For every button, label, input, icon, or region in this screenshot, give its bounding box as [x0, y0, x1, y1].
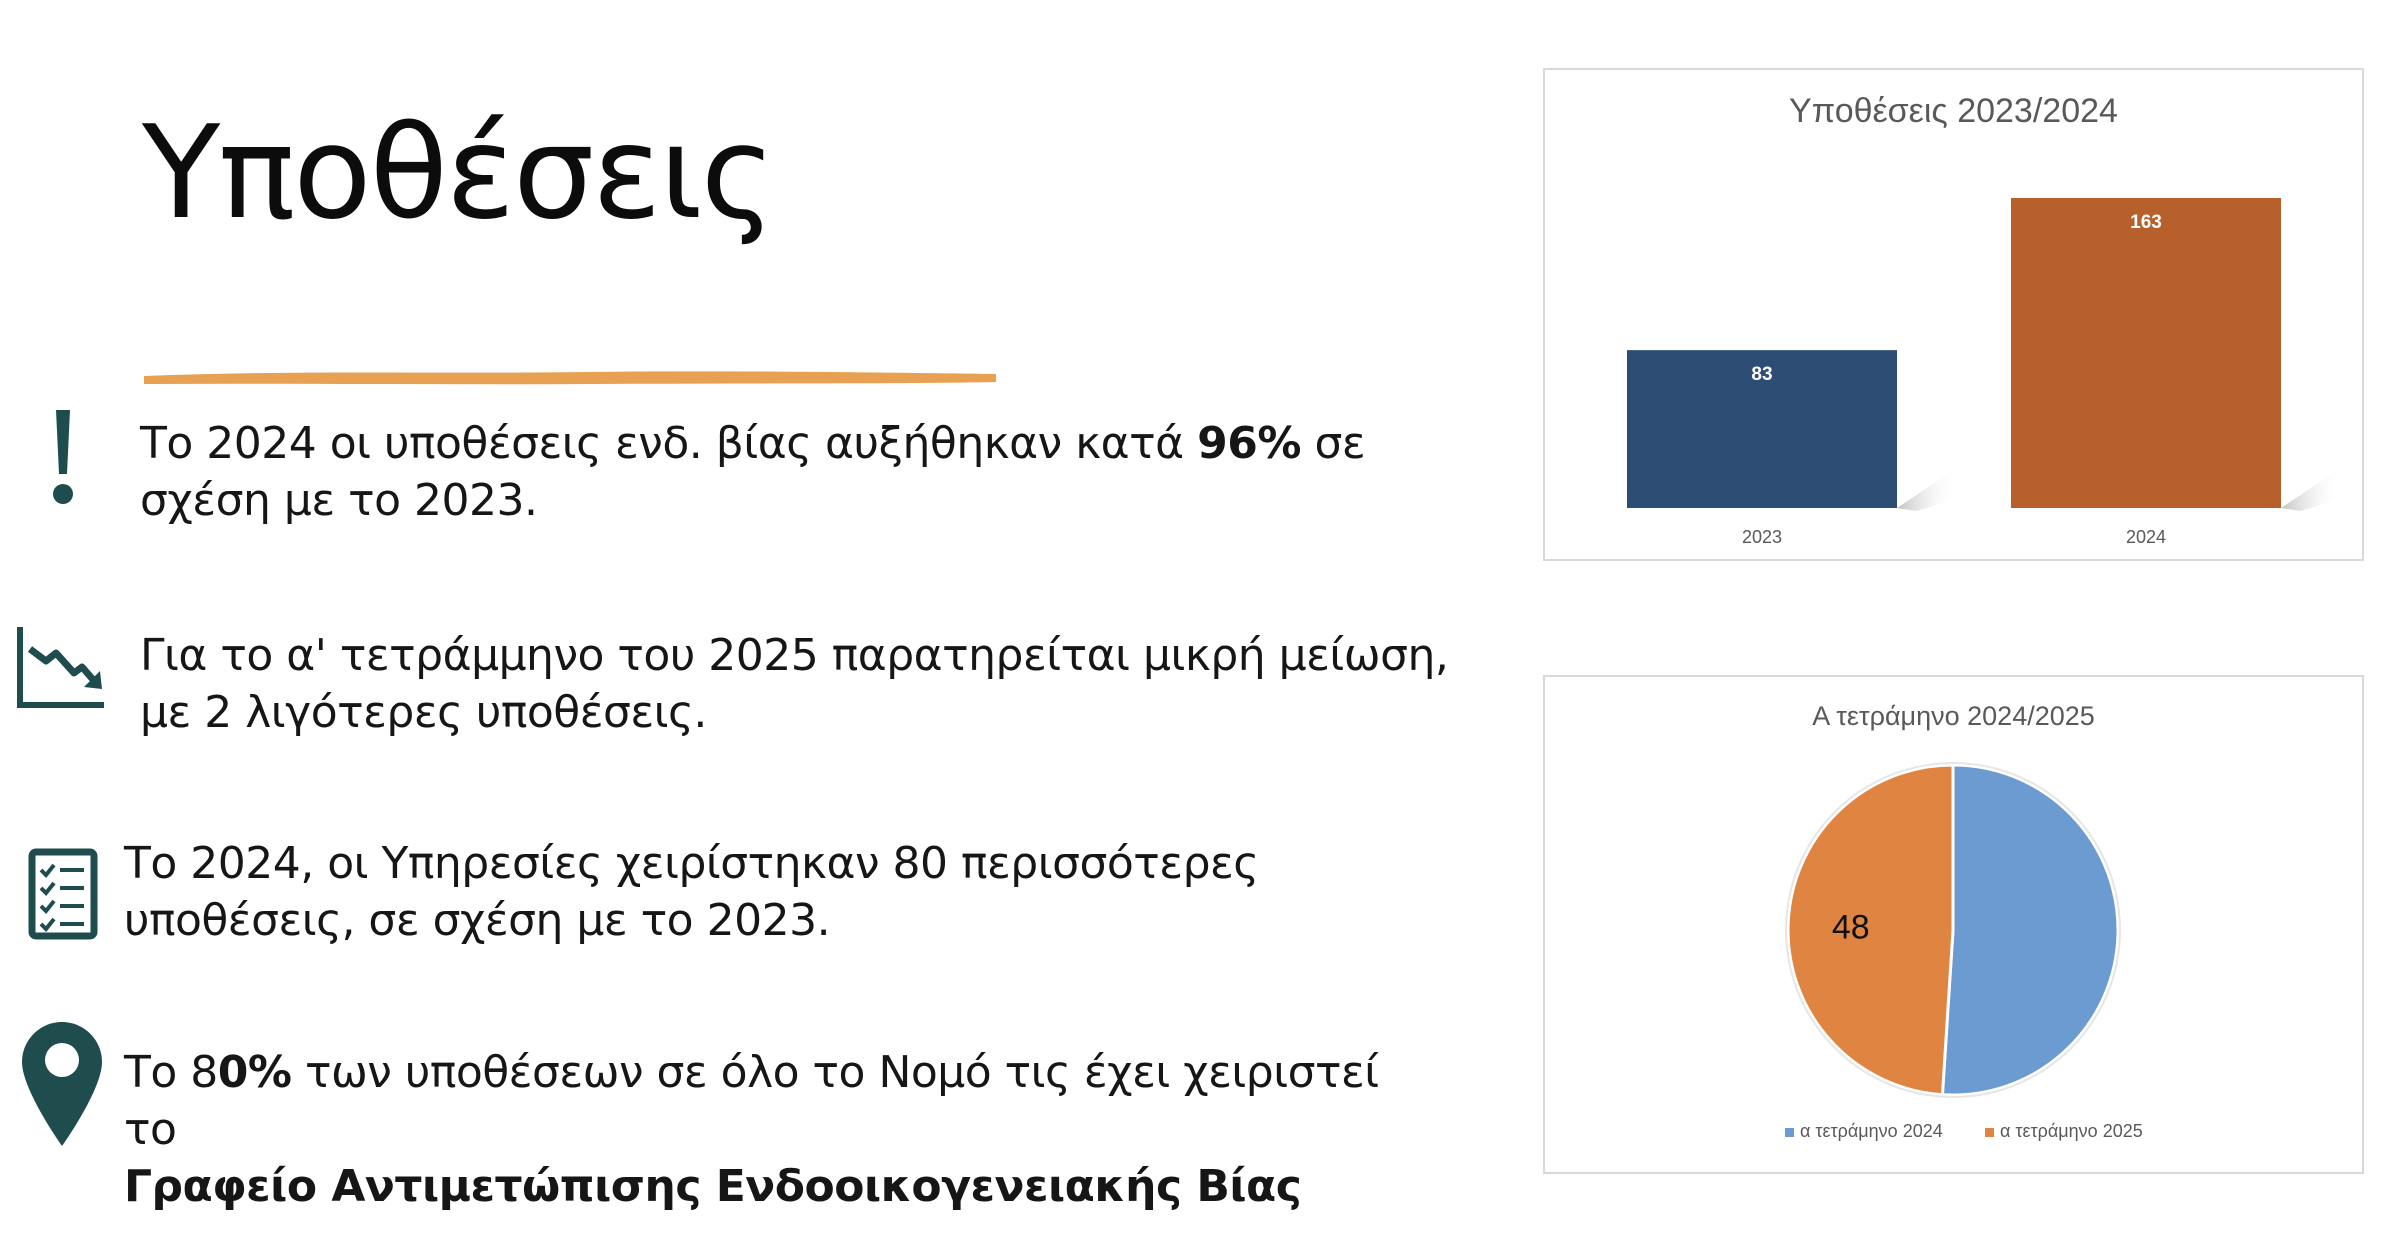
legend-entry: α τετράμηνο 2024	[1800, 1121, 1943, 1141]
bar-shadow	[2281, 468, 2341, 511]
pie-chart-panel	[1543, 675, 2364, 1174]
legend-swatch	[1785, 1128, 1794, 1137]
declining-chart-icon	[16, 625, 106, 709]
location-pin-icon	[20, 1020, 104, 1148]
bar-2024	[2011, 198, 2281, 508]
exclamation-icon	[48, 408, 78, 508]
x-tick-label: 2024	[2125, 527, 2167, 547]
bar-data-label: 163	[2130, 212, 2162, 233]
x-tick-label: 2023	[1741, 527, 1783, 547]
bullet-quarter-decrease: Για το α' τετράμμηνο του 2025 παρατηρείται μικρή μείωση, με 2 λιγότερες υποθέσεις.	[140, 630, 1449, 738]
legend-swatch	[1985, 1128, 1994, 1137]
bar-data-label: 83	[1751, 364, 1773, 386]
legend-entry: α τετράμηνο 2025	[2000, 1121, 2143, 1141]
bar-chart-panel	[1543, 68, 2364, 561]
title-underline	[140, 362, 1000, 392]
pie-chart-title: Α τετράμηνο 2024/2025	[1812, 701, 2095, 731]
pie-chart	[1545, 677, 2362, 1172]
bullet-office-share: Το 80% των υποθέσεων σε όλο το Νομό τις έχει χειριστεί το Γραφείο Αντιμετώπισης Ενδοοικογενειακής Βίας	[124, 1047, 1379, 1212]
pie-slice	[1788, 765, 1953, 1095]
pie-data-label: 48	[1831, 908, 1870, 947]
bar-shadow	[1897, 468, 1957, 511]
bar-chart-title: Υποθέσεις 2023/2024	[1789, 92, 2118, 130]
bullet-services-cases: Το 2024, οι Υπηρεσίες χειρίστηκαν 80 περισσότερες υποθέσεις, σε σχέση με το 2023.	[124, 838, 1259, 946]
checklist-icon	[28, 848, 98, 940]
bullet-cases-increase: Το 2024 οι υποθέσεις ενδ. βίας αυξήθηκαν κατά 96% σε σχέση με το 2023.	[140, 418, 1366, 526]
bar-chart	[1545, 70, 2362, 559]
pie-slice	[1942, 765, 2118, 1095]
page-title: Υποθέσεις	[142, 99, 774, 248]
